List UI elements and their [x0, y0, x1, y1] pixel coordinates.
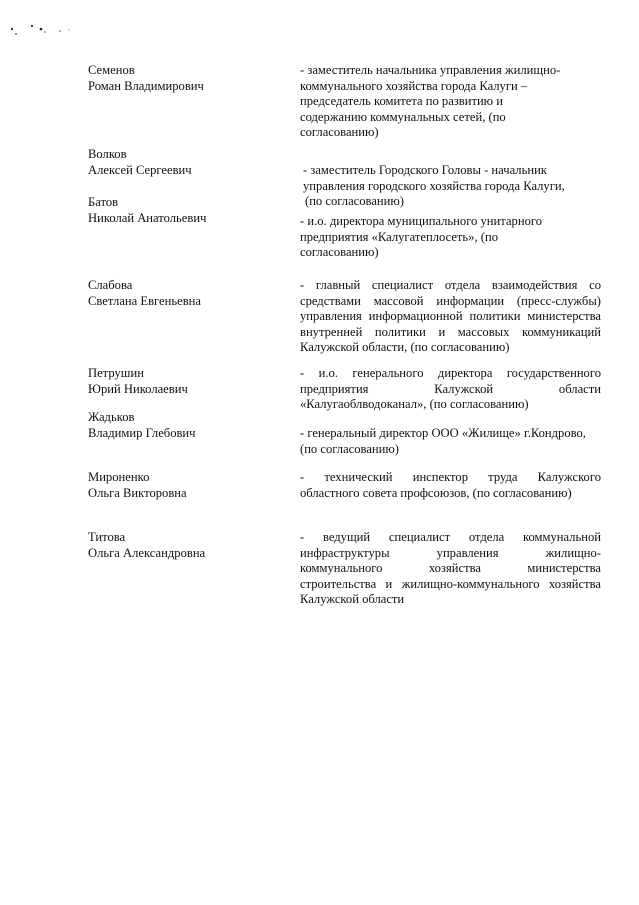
position-line: «Калугаоблводоканал», (по согласованию): [300, 397, 529, 411]
member-given-names: Ольга Викторовна: [88, 485, 187, 500]
member-surname: Волков: [88, 147, 127, 161]
position-line: средствами массовой информации (пресс-службы): [300, 293, 601, 308]
member-given-names: Алексей Сергеевич: [88, 162, 192, 177]
member-position: [300, 530, 601, 608]
position-line: - главный специалист отдела взаимодействия со: [300, 278, 601, 292]
member-name: [88, 410, 278, 441]
member-position: [300, 426, 601, 457]
member-given-names: Юрий Николаевич: [88, 381, 188, 396]
member-name: [88, 195, 278, 226]
member-given-names: Николай Анатольевич: [88, 210, 207, 225]
member-position: [300, 278, 601, 356]
member-position: [300, 63, 601, 141]
member-surname: Титова: [88, 530, 126, 544]
member-position: [303, 163, 604, 210]
position-line: внутренней политики и массовых коммуникаций: [300, 324, 601, 339]
member-name: [88, 366, 278, 397]
position-line: - технический инспектор труда Калужского: [300, 470, 601, 484]
member-position: [300, 470, 601, 501]
position-line: - заместитель Городского Головы - начальник: [303, 163, 547, 177]
position-line: (по согласованию): [305, 194, 405, 208]
member-given-names: Ольга Александровна: [88, 545, 206, 560]
position-line: - и.о. директора муниципального унитарного: [300, 214, 543, 228]
position-line: содержанию коммунальных сетей, (по: [300, 109, 506, 124]
position-line: - ведущий специалист отдела коммунальной: [300, 530, 601, 544]
position-line: инфраструктуры управления жилищно-: [300, 545, 601, 560]
member-surname: Слабова: [88, 278, 133, 292]
scan-specks: [8, 20, 78, 40]
position-line: управления городского хозяйства города Калуги,: [303, 178, 565, 193]
member-name: [88, 63, 278, 94]
position-line: коммунального хозяйства города Калуги –: [300, 78, 528, 93]
position-line: - генеральный директор ООО «Жилище» г.Кондрово,: [300, 426, 586, 440]
position-line: управления информационной политики министерства: [300, 309, 601, 323]
member-position: [300, 214, 601, 261]
member-surname: Петрушин: [88, 366, 144, 380]
member-surname: Жадьков: [88, 410, 135, 424]
position-line: предприятия Калужской области: [300, 381, 601, 396]
member-position: [300, 366, 601, 413]
member-name: [88, 530, 278, 561]
member-name: [88, 147, 278, 178]
position-line: - и.о. генерального директора государственного: [300, 366, 601, 380]
member-surname: Батов: [88, 195, 119, 209]
member-name: [88, 470, 278, 501]
position-line: согласованию): [300, 245, 379, 259]
position-line: коммунального хозяйства министерства: [300, 561, 601, 575]
position-line: областного совета профсоюзов, (по согласованию): [300, 485, 572, 500]
position-line: председатель комитета по развитию и: [300, 94, 503, 108]
position-line: Калужской области, (по согласованию): [300, 340, 510, 354]
position-line: - заместитель начальника управления жилищно-: [300, 63, 561, 77]
member-given-names: Роман Владимирович: [88, 78, 204, 93]
member-surname: Мироненко: [88, 470, 150, 484]
member-given-names: Светлана Евгеньевна: [88, 293, 201, 308]
member-given-names: Владимир Глебович: [88, 425, 196, 440]
position-line: согласованию): [300, 125, 379, 139]
position-line: Калужской области: [300, 592, 405, 606]
member-name: [88, 278, 278, 309]
position-line: (по согласованию): [300, 441, 400, 456]
position-line: строительства и жилищно-коммунального хозяйства: [300, 576, 601, 591]
member-surname: Семенов: [88, 63, 135, 77]
position-line: предприятия «Калугатеплосеть», (по: [300, 229, 498, 244]
